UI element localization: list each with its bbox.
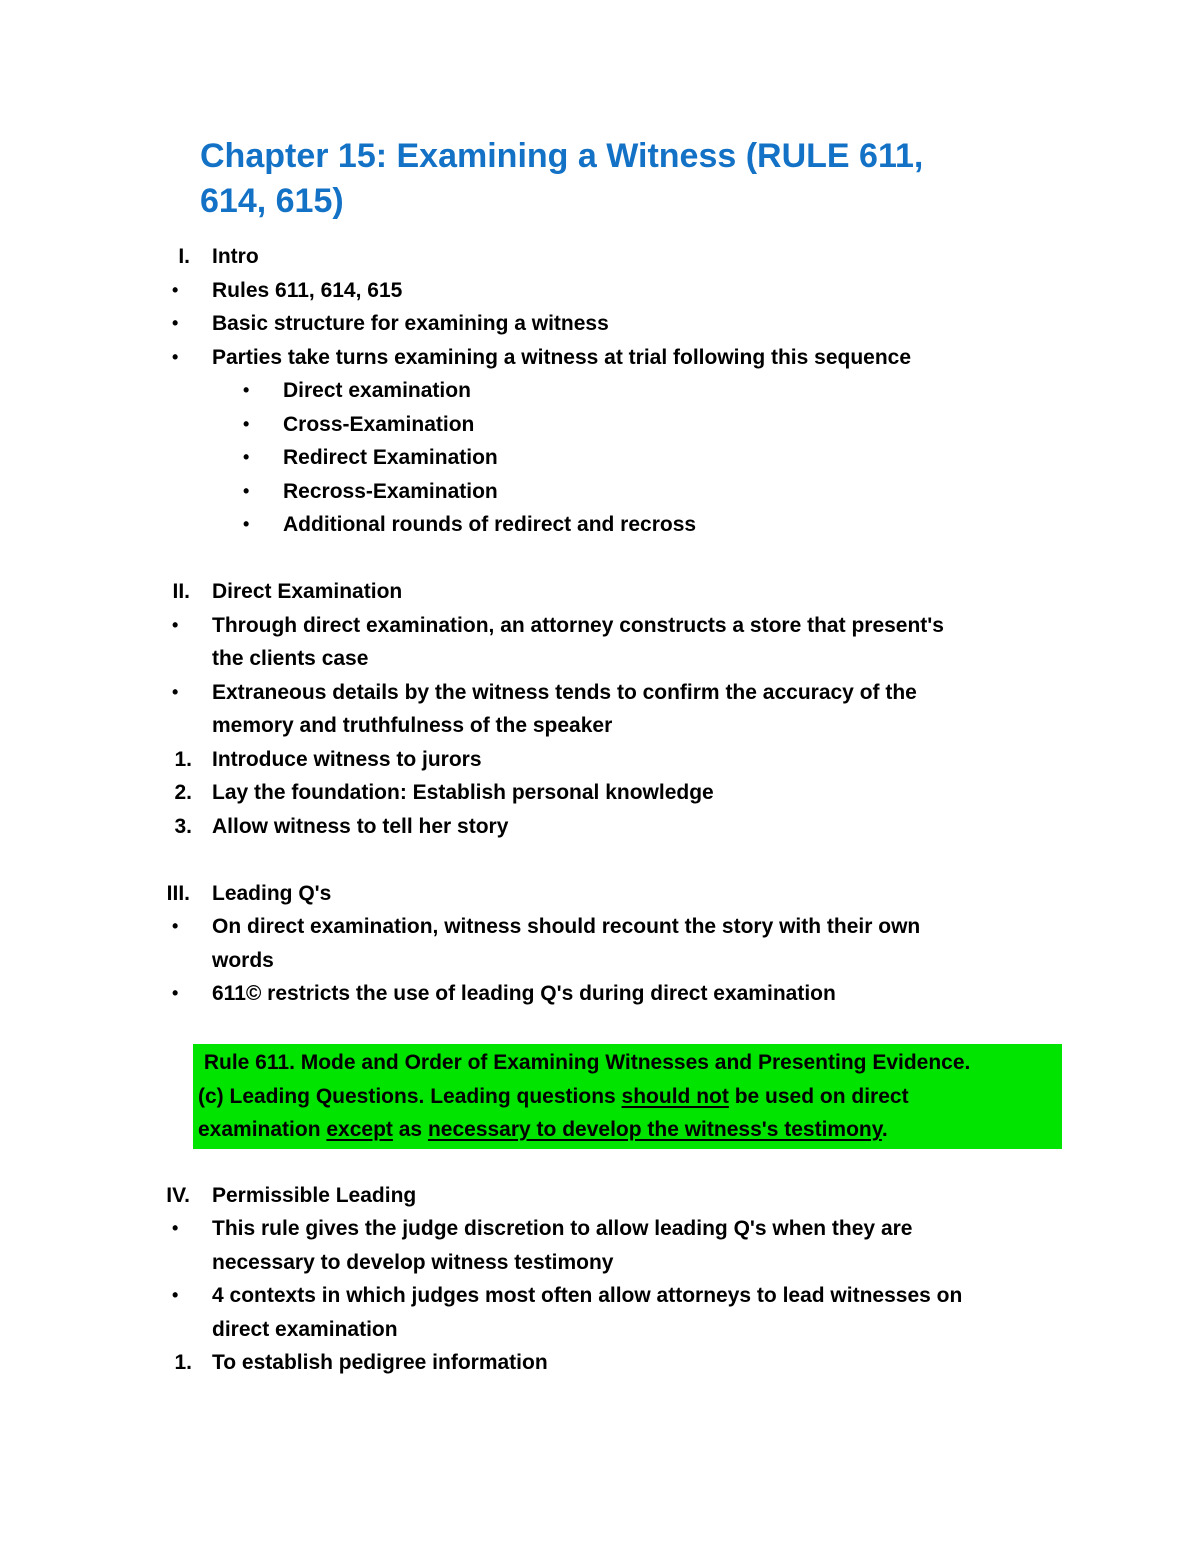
section-heading <box>0 1179 1200 1213</box>
text-line: Parties take turns examining a witness at trial following this sequence <box>212 345 912 369</box>
list-item <box>0 374 1200 408</box>
list-item <box>0 810 1200 844</box>
list-item <box>0 441 1200 475</box>
spacer <box>0 843 1200 877</box>
page-title <box>0 0 1200 224</box>
rule-text: examination <box>198 1118 327 1141</box>
item-number: 2. <box>174 781 192 804</box>
text-line: Allow witness to tell her story <box>212 814 509 838</box>
list-item <box>0 1346 1200 1380</box>
rule-text: as <box>392 1118 428 1141</box>
underlined-text: except <box>326 1118 393 1141</box>
list-item <box>0 776 1200 810</box>
list-item <box>0 1279 1200 1346</box>
text-line: memory and truthfulness of the speaker <box>212 714 613 737</box>
section-numeral: III. <box>166 881 190 905</box>
bullet-icon: • <box>243 447 250 467</box>
outline <box>0 240 1200 1380</box>
text-line: words <box>212 948 274 972</box>
text-line: Basic structure for examining a witness <box>212 312 609 335</box>
list-item <box>0 609 1200 676</box>
section-heading <box>0 877 1200 911</box>
text-line: Lay the foundation: Establish personal knowledge <box>212 781 714 804</box>
spacer <box>0 1011 1200 1045</box>
section-numeral: I. <box>178 245 190 268</box>
item-number: 3. <box>174 814 192 838</box>
bullet-icon: • <box>172 313 179 333</box>
spacer <box>0 542 1200 576</box>
text-line: Extraneous details by the witness tends to confirm the accuracy of the <box>212 680 917 704</box>
list-item <box>0 1212 1200 1279</box>
bullet-icon: • <box>172 614 179 635</box>
text-line: the clients case <box>212 647 369 670</box>
list-item <box>0 977 1200 1011</box>
highlighted-line <box>198 1080 1054 1114</box>
list-item <box>0 274 1200 308</box>
list-item <box>0 341 1200 375</box>
rule-text: (c) Leading Questions. Leading questions <box>198 1084 622 1108</box>
rule-text: . <box>881 1118 888 1141</box>
section-numeral: IV. <box>166 1183 190 1207</box>
bullet-icon: • <box>172 916 179 936</box>
item-number: 1. <box>174 1351 192 1374</box>
text-line: Direct Examination <box>212 580 403 603</box>
bullet-icon: • <box>172 346 179 367</box>
list-item <box>0 676 1200 743</box>
bullet-icon: • <box>243 413 250 434</box>
rule-text: Rule 611. Mode and Order of Examining Witnesses and Presenting Evidence. <box>198 1051 971 1074</box>
item-number: 1. <box>174 747 192 771</box>
text-line: Permissible Leading <box>212 1183 417 1207</box>
section-heading <box>0 240 1200 274</box>
text-line: This rule gives the judge discretion to allow leading Q's when they are <box>212 1217 913 1240</box>
section-numeral: II. <box>172 580 190 603</box>
text-line: Through direct examination, an attorney constructs a store that present's <box>212 613 944 637</box>
text-line: Introduce witness to jurors <box>212 747 482 771</box>
page-title-line: 614, 615) <box>200 182 344 220</box>
list-item <box>0 910 1200 977</box>
bullet-icon: • <box>243 514 250 534</box>
text-line: 4 contexts in which judges most often allow attorneys to lead witnesses on <box>212 1284 963 1307</box>
highlighted-line <box>198 1113 1054 1147</box>
list-item <box>0 307 1200 341</box>
underlined-text: should not <box>621 1084 729 1108</box>
text-line: direct examination <box>212 1317 398 1341</box>
section-heading <box>0 575 1200 609</box>
text-line: Redirect Examination <box>283 446 498 469</box>
text-line: Intro <box>212 245 259 268</box>
bullet-icon: • <box>172 1285 179 1305</box>
text-line: Cross-Examination <box>283 412 475 436</box>
text-line: 611© restricts the use of leading Q's during direct examination <box>212 982 836 1005</box>
list-item <box>0 475 1200 509</box>
text-line: Direct examination <box>283 379 471 402</box>
list-item <box>0 508 1200 542</box>
bullet-icon: • <box>172 279 179 300</box>
text-line: necessary to develop witness testimony <box>212 1250 614 1274</box>
highlighted-line <box>198 1046 1054 1080</box>
bullet-icon: • <box>172 1218 179 1238</box>
bullet-icon: • <box>172 681 179 702</box>
bullet-icon: • <box>243 380 250 400</box>
list-item <box>0 408 1200 442</box>
text-line: Rules 611, 614, 615 <box>212 278 403 302</box>
text-line: Recross-Examination <box>283 479 498 503</box>
page-title-line: Chapter 15: Examining a Witness (RULE 611, <box>200 137 924 175</box>
text-line: Additional rounds of redirect and recross <box>283 513 697 536</box>
list-item <box>0 743 1200 777</box>
text-line: On direct examination, witness should recount the story with their own <box>212 915 921 938</box>
rule-text: be used on direct <box>728 1084 909 1108</box>
text-line: Leading Q's <box>212 881 332 905</box>
bullet-icon: • <box>172 983 179 1003</box>
highlighted-rule-block <box>193 1044 1062 1149</box>
bullet-icon: • <box>243 480 250 501</box>
underlined-text: necessary to develop the witness's testimony <box>427 1118 882 1141</box>
text-line: To establish pedigree information <box>212 1351 548 1374</box>
